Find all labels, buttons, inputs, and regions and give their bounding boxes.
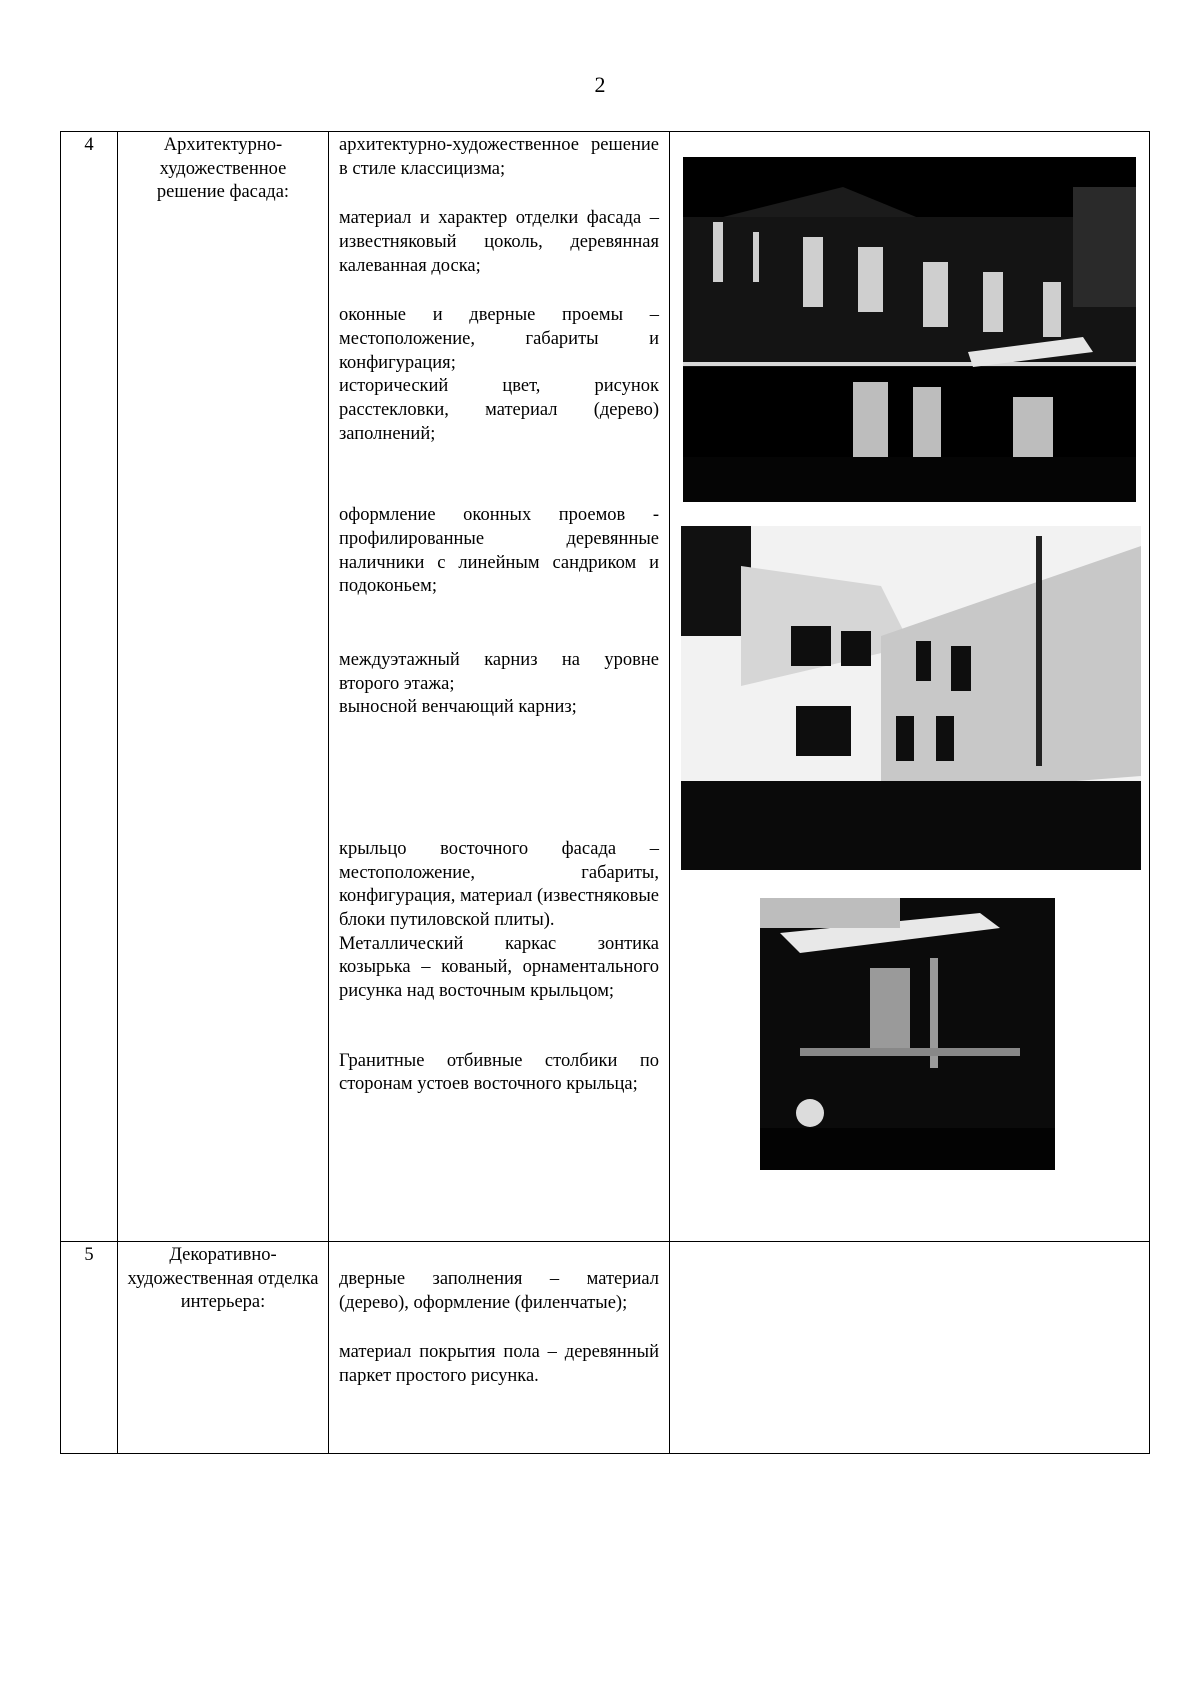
- list-item: междуэтажный карниз на уровне второго этажа;: [339, 650, 659, 694]
- table-row: [61, 132, 1150, 1242]
- list-item: крыльцо восточного фасада – местоположение, габариты, конфигурация, материал (известняковые блоки путиловской плиты).: [339, 839, 659, 931]
- list-item: Гранитные отбивные столбики по сторонам устоев восточного крыльца;: [339, 1050, 659, 1095]
- row-title: Декоративно-художественная отделка интерьера:: [118, 1242, 329, 1454]
- row-description: [329, 1242, 670, 1454]
- list-item: исторический цвет, рисунок расстекловки, материал (дерево) заполнений;: [339, 376, 659, 444]
- list-item: архитектурно-художественное решение в стиле классицизма;: [339, 135, 659, 179]
- list-item: оконные и дверные проемы – местоположение, габариты и конфигурация;: [339, 305, 659, 373]
- list-item: материал покрытия пола – деревянный паркет простого рисунка.: [339, 1342, 659, 1387]
- list-item: выносной венчающий карниз;: [339, 697, 577, 718]
- page-number: 2: [594, 72, 606, 97]
- list-item: Металлический каркас зонтика козырька – кованый, орнаментального рисунка над восточным крыльцом;: [339, 933, 659, 1002]
- row-number: 4: [61, 132, 118, 1242]
- photo-cell: [670, 132, 1150, 1242]
- list-item: дверные заполнения – материал (дерево), оформление (филенчатые);: [339, 1269, 659, 1313]
- protection-items-table: [60, 131, 1150, 1454]
- facade-photo-3: [760, 898, 1055, 1170]
- row-number: 5: [61, 1242, 118, 1454]
- row-description: [329, 132, 670, 1242]
- facade-photo-1: [683, 157, 1136, 502]
- list-item: оформление оконных проемов - профилированные деревянные наличники с линейным сандриком и подоконьем;: [339, 505, 659, 597]
- table-row: [61, 1242, 1150, 1454]
- empty-cell: [670, 1242, 1150, 1454]
- list-item: материал и характер отделки фасада – известняковый цоколь, деревянная калеванная доска;: [339, 208, 659, 276]
- row-title: Архитектурно-художественное решение фасада:: [118, 132, 329, 1242]
- facade-photo-2: [681, 526, 1141, 870]
